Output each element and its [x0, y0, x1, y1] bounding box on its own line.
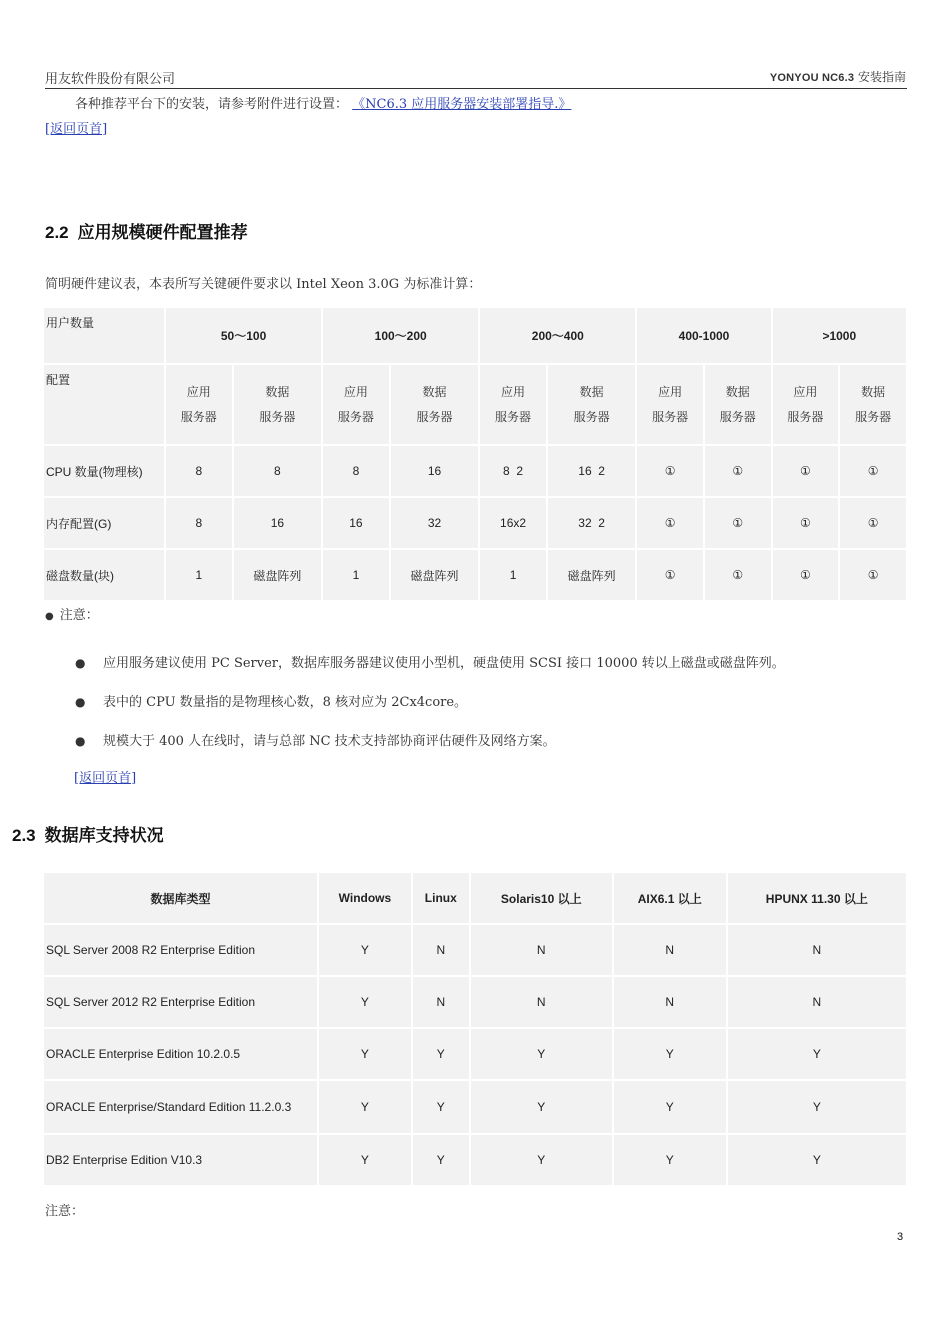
table-cell: ①	[637, 550, 703, 600]
note-text: 应用服务建议使用 PC Server，数据库服务器建议使用小型机，硬盘使用 SCSI 接口 10000 转以上磁盘或磁盘阵列。	[103, 656, 785, 671]
bullet-icon: ●	[75, 695, 86, 709]
intro-text: 各种推荐平台下的安装，请参考附件进行设置：	[75, 97, 349, 112]
table-cell: 8	[234, 446, 322, 496]
server-type-line: 服务器	[259, 409, 296, 424]
server-type-line: 应用	[343, 384, 368, 399]
table-row	[44, 446, 906, 496]
table-cell: ①	[773, 498, 839, 548]
table-row	[44, 1029, 906, 1079]
table-row	[44, 308, 906, 363]
server-type-line: 应用	[186, 384, 211, 399]
table-cell: 16 2	[548, 446, 636, 496]
server-type-line: 服务器	[787, 409, 824, 424]
server-type-cell	[234, 365, 322, 444]
table-row	[44, 977, 906, 1027]
table-cell: ORACLE Enterprise/Standard Edition 11.2.0.3	[44, 1081, 317, 1133]
table-cell: Y	[471, 1135, 612, 1185]
column-header: Solaris10 以上	[471, 873, 612, 923]
header-brand: YONYOU NC6.3	[769, 72, 855, 84]
table-cell: 32	[391, 498, 479, 548]
table-cell: 16	[323, 498, 389, 548]
table-row	[44, 925, 906, 975]
header-title: 安装指南	[857, 70, 906, 84]
list-item	[75, 652, 785, 671]
row-label: 磁盘数量(块)	[44, 550, 164, 600]
server-type-line: 服务器	[495, 409, 532, 424]
table-cell: 16	[391, 446, 479, 496]
scale-header: >1000	[773, 308, 906, 363]
table-cell: ①	[637, 446, 703, 496]
section-number: 2.2	[45, 223, 69, 242]
back-to-top-link[interactable]: [返回页首]	[74, 771, 137, 786]
bullet-icon: ●	[75, 656, 86, 670]
table-cell: N	[471, 925, 612, 975]
table-cell: Y	[728, 1135, 906, 1185]
table-header-row	[44, 873, 906, 923]
row-label: 配置	[44, 365, 164, 444]
server-type-line: 服务器	[416, 409, 453, 424]
table-cell: 磁盘阵列	[548, 550, 636, 600]
server-type-cell	[166, 365, 232, 444]
table-cell: N	[728, 925, 906, 975]
section-heading-2-3	[12, 821, 164, 846]
table-cell: Y	[319, 977, 411, 1027]
server-type-cell	[480, 365, 546, 444]
server-type-line: 数据	[725, 384, 750, 399]
table-cell: N	[413, 977, 469, 1027]
table-cell: Y	[413, 1135, 469, 1185]
list-item	[75, 691, 467, 710]
table-cell: ①	[637, 498, 703, 548]
table-row	[44, 365, 906, 444]
table-cell: 16x2	[480, 498, 546, 548]
table-cell: N	[471, 977, 612, 1027]
scale-header: 50～100	[166, 308, 321, 363]
server-type-line: 服务器	[337, 409, 374, 424]
scale-header: 400-1000	[637, 308, 770, 363]
table-row	[44, 498, 906, 548]
table-cell: 8	[166, 498, 232, 548]
column-header: AIX6.1 以上	[614, 873, 726, 923]
note-text: 规模大于 400 人在线时，请与总部 NC 技术支持部协商评估硬件及网络方案。	[103, 734, 556, 749]
row-label: CPU 数量(物理核)	[44, 446, 164, 496]
server-type-line: 服务器	[180, 409, 217, 424]
table-cell: Y	[471, 1029, 612, 1079]
table-cell: Y	[319, 925, 411, 975]
notes-label: 注意：	[45, 1204, 85, 1219]
table-cell: ①	[705, 498, 771, 548]
server-type-cell	[323, 365, 389, 444]
table-cell: Y	[319, 1029, 411, 1079]
table-cell: Y	[614, 1135, 726, 1185]
table-cell: Y	[413, 1029, 469, 1079]
bullet-icon: ●	[45, 611, 54, 622]
table-cell: ①	[840, 446, 906, 496]
install-guide-link[interactable]: 《NC6.3 应用服务器安装部署指导.》	[352, 97, 572, 112]
server-type-cell	[637, 365, 703, 444]
header-company: 用友软件股份有限公司	[45, 72, 176, 87]
server-type-line: 服务器	[652, 409, 689, 424]
server-type-line: 数据	[265, 384, 290, 399]
database-support-table	[42, 871, 908, 1187]
header-rule	[45, 88, 907, 89]
server-type-line: 服务器	[855, 409, 892, 424]
table-cell: 磁盘阵列	[234, 550, 322, 600]
table-cell: DB2 Enterprise Edition V10.3	[44, 1135, 317, 1185]
server-type-line: 数据	[422, 384, 447, 399]
table-cell: Y	[728, 1029, 906, 1079]
table-cell: Y	[413, 1081, 469, 1133]
server-type-cell	[391, 365, 479, 444]
table-cell: SQL Server 2012 R2 Enterprise Edition	[44, 977, 317, 1027]
table-cell: 32 2	[548, 498, 636, 548]
table-row	[44, 550, 906, 600]
page-number: 3	[897, 1231, 904, 1243]
table-cell: ①	[773, 446, 839, 496]
column-header: 数据库类型	[44, 873, 317, 923]
table-cell: Y	[319, 1081, 411, 1133]
table-cell: Y	[471, 1081, 612, 1133]
table-cell: 8	[166, 446, 232, 496]
table-cell: 8	[323, 446, 389, 496]
server-type-cell	[773, 365, 839, 444]
notes-heading	[45, 604, 99, 623]
back-to-top-link[interactable]: [返回页首]	[45, 122, 108, 137]
header-doc-title	[770, 68, 906, 85]
server-type-line: 数据	[579, 384, 604, 399]
table-cell: N	[413, 925, 469, 975]
server-type-line: 服务器	[573, 409, 610, 424]
table-cell: ①	[705, 446, 771, 496]
server-type-line: 服务器	[719, 409, 756, 424]
server-type-cell	[840, 365, 906, 444]
hardware-table	[42, 306, 908, 602]
section-title: 数据库支持状况	[44, 826, 164, 846]
table-cell: ①	[705, 550, 771, 600]
notes-label: 注意：	[59, 608, 99, 623]
table-cell: N	[614, 925, 726, 975]
list-item	[75, 730, 556, 749]
server-type-line: 数据	[861, 384, 886, 399]
table-cell: N	[614, 977, 726, 1027]
server-type-cell	[705, 365, 771, 444]
table-cell: N	[728, 977, 906, 1027]
row-label: 用户数量	[44, 308, 164, 363]
server-type-line: 应用	[658, 384, 683, 399]
scale-header: 200～400	[480, 308, 635, 363]
scale-header: 100～200	[323, 308, 478, 363]
server-type-line: 应用	[501, 384, 526, 399]
table-cell: Y	[614, 1029, 726, 1079]
table-cell: ①	[773, 550, 839, 600]
server-type-line: 应用	[793, 384, 818, 399]
bullet-icon: ●	[75, 734, 86, 748]
table-cell: 8 2	[480, 446, 546, 496]
table-cell: Y	[728, 1081, 906, 1133]
table-cell: 16	[234, 498, 322, 548]
table-cell: ORACLE Enterprise Edition 10.2.0.5	[44, 1029, 317, 1079]
intro-paragraph	[75, 93, 571, 112]
server-type-cell	[548, 365, 636, 444]
table-cell: 1	[323, 550, 389, 600]
table-cell: 1	[166, 550, 232, 600]
table-cell: Y	[319, 1135, 411, 1185]
section-title: 应用规模硬件配置推荐	[77, 223, 248, 243]
column-header: Linux	[413, 873, 469, 923]
table-cell: 1	[480, 550, 546, 600]
table-cell: ①	[840, 550, 906, 600]
section-heading-2-2	[45, 218, 248, 243]
table-cell: SQL Server 2008 R2 Enterprise Edition	[44, 925, 317, 975]
table-row	[44, 1081, 906, 1133]
section-number: 2.3	[12, 826, 36, 845]
hardware-description: 简明硬件建议表，本表所写关键硬件要求以 Intel Xeon 3.0G 为标准计算：	[45, 277, 482, 292]
column-header: HPUNX 11.30 以上	[728, 873, 906, 923]
table-cell: 磁盘阵列	[391, 550, 479, 600]
table-row	[44, 1135, 906, 1185]
row-label: 内存配置(G)	[44, 498, 164, 548]
note-text: 表中的 CPU 数量指的是物理核心数，8 核对应为 2Cx4core。	[103, 695, 468, 710]
column-header: Windows	[319, 873, 411, 923]
table-cell: ①	[840, 498, 906, 548]
table-cell: Y	[614, 1081, 726, 1133]
